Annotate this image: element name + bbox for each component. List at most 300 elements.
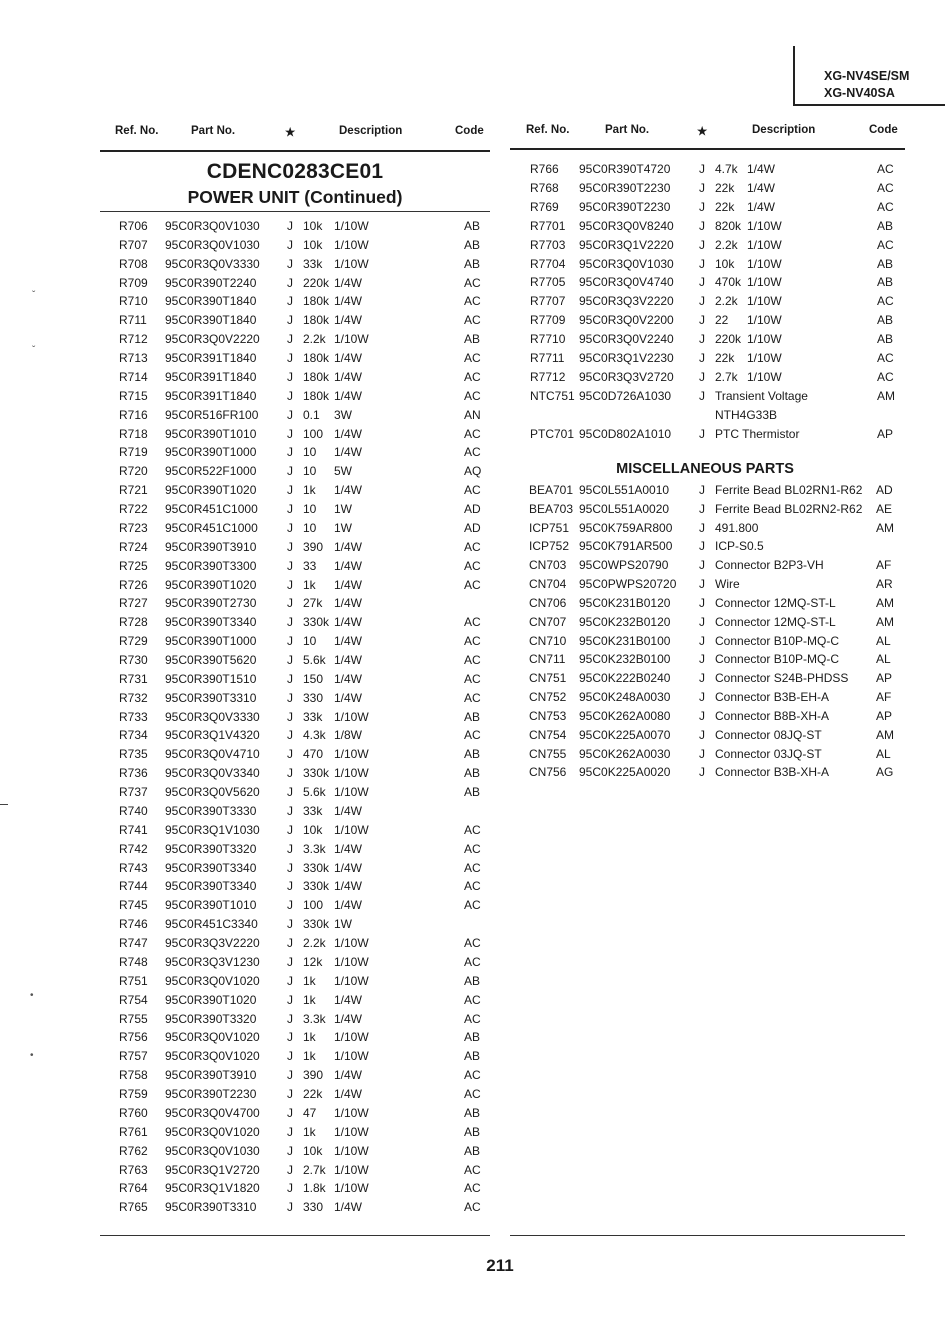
ref-no: R726 <box>119 577 148 592</box>
ref-no: CN704 <box>529 577 567 592</box>
code: AB <box>464 1049 481 1064</box>
code: AC <box>464 369 481 384</box>
code: AM <box>876 614 894 629</box>
star-mark: J <box>287 653 293 667</box>
ref-no: R725 <box>119 558 148 573</box>
ref-no: R732 <box>119 690 148 705</box>
page-number: 211 <box>486 1256 514 1275</box>
star-mark: J <box>287 539 293 554</box>
rating: 1/10W <box>334 219 369 233</box>
rating: 1/4W <box>334 539 363 554</box>
part-no: 95C0R451C3340 <box>165 917 258 932</box>
rating: 1/4W <box>334 596 363 611</box>
ref-no: CN755 <box>529 746 567 761</box>
ref-no: CN752 <box>529 690 567 705</box>
part-no: 95C0R3Q0V3330 <box>165 256 260 271</box>
rating: 1/10W <box>334 332 369 347</box>
rating: 1/4W <box>334 388 363 403</box>
part-no: 95C0K262A0080 <box>579 708 671 723</box>
code: AB <box>464 747 481 762</box>
value: 820k <box>715 218 742 233</box>
star-mark: J <box>699 671 705 686</box>
part-no: 95C0R390T3320 <box>165 1011 257 1026</box>
rating: 1W <box>334 917 352 932</box>
star-mark: J <box>287 596 293 611</box>
description: Connector 12MQ-ST-L <box>715 614 836 629</box>
right-header-code: Code <box>869 124 898 136</box>
ref-no: R722 <box>119 502 148 517</box>
part-no: 95C0R390T3340 <box>165 860 257 875</box>
code: AB <box>464 219 481 233</box>
rating: 1/10W <box>747 275 782 290</box>
ref-no: CN707 <box>529 614 567 629</box>
code: AB <box>464 237 481 252</box>
star-mark: J <box>699 746 705 761</box>
ref-no: R742 <box>119 841 148 856</box>
ref-no: NTC751 <box>530 388 575 403</box>
rating: 1/4W <box>334 577 363 592</box>
rating: 1/10W <box>747 369 782 384</box>
part-no: 95C0R3Q0V1030 <box>165 219 260 233</box>
part-no: 95C0R3Q3V2220 <box>579 294 674 309</box>
part-no: 95C0R3Q0V3330 <box>165 709 260 724</box>
ref-no: R721 <box>119 483 148 498</box>
part-no: 95C0K225A0020 <box>579 765 671 780</box>
star-mark: J <box>287 803 293 818</box>
value: 180k <box>303 369 330 384</box>
code: AC <box>464 954 481 969</box>
rating: 1/4W <box>334 351 363 366</box>
star-mark: J <box>287 1124 293 1139</box>
star-mark: J <box>699 483 705 497</box>
right-footer-rule <box>510 1235 905 1236</box>
ref-no: CN706 <box>529 595 567 610</box>
star-mark: J <box>287 898 293 913</box>
star-mark: J <box>287 728 293 743</box>
rating: 1/10W <box>747 351 782 365</box>
part-no: 95C0R390T1010 <box>165 898 257 913</box>
ref-no: R741 <box>119 822 148 837</box>
code: AC <box>877 237 894 252</box>
ref-no: BEA703 <box>529 501 574 516</box>
ref-no: R727 <box>119 596 148 611</box>
part-no: 95C0R391T1840 <box>165 351 257 366</box>
star-mark: J <box>699 708 705 723</box>
part-no: 95C0R3Q0V1030 <box>165 1143 260 1158</box>
part-no: 95C0R390T2230 <box>165 1087 257 1102</box>
ref-no: R758 <box>119 1068 148 1083</box>
value: 180k <box>303 351 330 366</box>
ref-no: R708 <box>119 256 148 271</box>
value: 1.8k <box>303 1181 326 1196</box>
description: ICP-S0.5 <box>715 539 764 554</box>
description: 491.800 <box>715 520 759 535</box>
part-no: 95C0R390T3330 <box>165 803 257 818</box>
rating: 1/10W <box>334 954 369 969</box>
code: AB <box>877 313 894 328</box>
code: AC <box>464 898 481 913</box>
part-no: 95C0R3Q0V5620 <box>165 785 260 800</box>
value: 1k <box>303 483 316 498</box>
star-mark: J <box>287 1011 293 1026</box>
code: AC <box>464 653 481 667</box>
value: PTC Thermistor <box>715 426 800 441</box>
ref-no: ICP751 <box>529 520 570 535</box>
value: 22k <box>715 199 735 214</box>
description: Ferrite Bead BL02RN2-R62 <box>715 501 863 516</box>
rating: 1/4W <box>334 1011 363 1026</box>
ref-no: R735 <box>119 747 148 762</box>
ref-no: CN703 <box>529 558 567 573</box>
star-mark: J <box>287 879 293 894</box>
code: AP <box>876 708 893 723</box>
star-mark: J <box>287 219 293 233</box>
code: AD <box>464 502 481 517</box>
ref-no: R716 <box>119 407 148 422</box>
part-no: 95C0R3Q0V8240 <box>579 218 674 233</box>
value: 390 <box>303 1068 324 1083</box>
part-no: 95C0R390T3320 <box>165 841 257 856</box>
part-no: 95C0K225A0070 <box>579 727 671 742</box>
value: NTH4G33B <box>715 407 778 422</box>
ref-no: R759 <box>119 1087 148 1102</box>
value: 390 <box>303 539 324 554</box>
ref-no: R763 <box>119 1162 148 1177</box>
value: 10k <box>715 256 735 271</box>
star-mark: J <box>699 501 705 516</box>
ref-no: R761 <box>119 1124 148 1139</box>
part-no: 95C0K231B0120 <box>579 595 671 610</box>
section-title-rule <box>100 211 490 212</box>
value: 5.6k <box>303 785 326 800</box>
code: AM <box>876 595 894 610</box>
code: AP <box>877 426 894 441</box>
rating: 1/4W <box>334 671 363 686</box>
star-mark: J <box>287 992 293 1007</box>
part-no: 95C0R390T2230 <box>579 199 671 214</box>
star-mark: J <box>699 180 705 195</box>
star-mark: J <box>699 633 705 648</box>
part-no: 95C0L551A0020 <box>579 501 670 516</box>
value: 1k <box>303 1124 316 1139</box>
code: AE <box>876 501 893 516</box>
rating: 1/4W <box>334 275 363 290</box>
part-no: 95C0R3Q3V2720 <box>579 369 674 384</box>
code: AC <box>464 634 481 649</box>
code: AC <box>464 445 481 460</box>
left-header-code: Code <box>455 125 484 137</box>
code: AC <box>464 275 481 290</box>
part-no: 95C0R390T3310 <box>165 690 257 705</box>
ref-no: R7703 <box>530 237 566 252</box>
code: AB <box>464 1030 481 1045</box>
value: 4.7k <box>715 162 738 176</box>
star-mark: J <box>699 595 705 610</box>
rating: 1/4W <box>334 634 363 649</box>
value: 330k <box>303 766 330 781</box>
star-mark: J <box>287 822 293 837</box>
part-no: 95C0R451C1000 <box>165 502 258 517</box>
code: AC <box>464 426 481 441</box>
rating: 1/10W <box>334 1049 369 1064</box>
star-mark: J <box>699 237 705 252</box>
star-mark: J <box>699 256 705 271</box>
star-mark: J <box>699 539 705 554</box>
ref-no: R7704 <box>530 256 566 271</box>
value: 220k <box>303 275 330 290</box>
part-no: 95C0R390T1010 <box>165 426 257 441</box>
description: Wire <box>715 577 740 592</box>
code: AB <box>464 709 481 724</box>
star-mark: J <box>287 577 293 592</box>
part-no: 95C0R3Q0V2200 <box>579 313 674 328</box>
ref-no: R754 <box>119 992 148 1007</box>
rating: 1/4W <box>334 841 363 856</box>
ref-no: R744 <box>119 879 148 894</box>
value: 22k <box>303 1087 323 1102</box>
ref-no: R715 <box>119 388 148 403</box>
part-no: 95C0R3Q1V1820 <box>165 1181 260 1196</box>
star-mark: J <box>287 275 293 290</box>
star-mark: J <box>699 275 705 290</box>
rating: 1/8W <box>334 728 363 743</box>
ref-no: R768 <box>530 180 559 195</box>
ref-no: R7711 <box>530 351 565 365</box>
star-mark: J <box>287 445 293 460</box>
star-mark: J <box>287 294 293 309</box>
code: AM <box>876 520 894 535</box>
part-no: 95C0L551A0010 <box>579 483 670 497</box>
ref-no: R706 <box>119 219 148 233</box>
code: AC <box>877 351 894 365</box>
rating: 1/10W <box>334 747 369 762</box>
rating: 1/10W <box>334 1181 369 1196</box>
part-no: 95C0R390T5620 <box>165 653 257 667</box>
ref-no: R730 <box>119 653 148 667</box>
ref-no: R743 <box>119 860 148 875</box>
code: AC <box>464 483 481 498</box>
star-mark: J <box>287 860 293 875</box>
rating: 1/10W <box>334 766 369 781</box>
ref-no: R765 <box>119 1200 148 1215</box>
star-mark: J <box>287 1030 293 1045</box>
star-mark: J <box>699 369 705 384</box>
value: 330k <box>303 860 330 875</box>
ref-no: R733 <box>119 709 148 724</box>
part-no: 95C0D802A1010 <box>579 426 672 441</box>
ref-no: R764 <box>119 1181 148 1196</box>
ref-no: R7709 <box>530 313 566 328</box>
code: AR <box>876 577 893 592</box>
part-no: 95C0R390T2730 <box>165 596 257 611</box>
value: 10k <box>303 219 323 233</box>
code: AC <box>464 615 481 630</box>
value: 1k <box>303 973 316 988</box>
part-no: 95C0R3Q0V1030 <box>579 256 674 271</box>
part-no: 95C0R390T1000 <box>165 445 257 460</box>
star-mark: J <box>699 577 705 592</box>
rating: 1/4W <box>334 992 363 1007</box>
code: AL <box>876 652 891 667</box>
value: 5.6k <box>303 653 326 667</box>
star-mark: J <box>287 407 293 422</box>
part-no: 95C0R390T4720 <box>579 162 671 176</box>
ref-no: R719 <box>119 445 148 460</box>
value: 33k <box>303 709 323 724</box>
part-no: 95C0R3Q1V2230 <box>579 351 674 365</box>
left-footer-rule <box>100 1235 490 1236</box>
star-mark: J <box>287 332 293 347</box>
part-no: 95C0K222B0240 <box>579 671 671 686</box>
ref-no: R748 <box>119 954 148 969</box>
part-no: 95C0R390T3340 <box>165 615 257 630</box>
star-mark: J <box>699 520 705 535</box>
rating: 1/4W <box>334 803 363 818</box>
rating: 1/4W <box>334 615 363 630</box>
ref-no: R728 <box>119 615 148 630</box>
left-header-description: Description <box>339 125 403 137</box>
code: AB <box>464 1124 481 1139</box>
part-no: 95C0K232B0100 <box>579 652 671 667</box>
ref-no: R746 <box>119 917 148 932</box>
scan-mark: ˇ <box>32 345 36 356</box>
value: 470k <box>715 275 742 290</box>
star-mark: J <box>287 237 293 252</box>
part-no: 95C0R3Q0V3340 <box>165 766 260 781</box>
part-no: 95C0R390T2230 <box>579 180 671 195</box>
code: AB <box>464 1105 481 1120</box>
code: AC <box>877 199 894 214</box>
code: AN <box>464 407 481 422</box>
code: AF <box>876 558 892 573</box>
rating: 1W <box>334 520 352 535</box>
scan-mark: • <box>30 990 34 1001</box>
ref-no: R756 <box>119 1030 148 1045</box>
part-no: 95C0R3Q0V1020 <box>165 1124 260 1139</box>
value: 2.2k <box>303 332 326 347</box>
value: 4.3k <box>303 728 326 743</box>
code: AB <box>464 256 481 271</box>
value: 1k <box>303 1030 316 1045</box>
model-number-primary: XG-NV4SE/SM <box>824 69 910 83</box>
part-no: 95C0K262A0030 <box>579 746 671 761</box>
ref-no: R7712 <box>530 369 566 384</box>
code: AB <box>877 275 894 290</box>
rating: 1/10W <box>747 237 782 252</box>
star-mark: J <box>287 502 293 517</box>
description: Connector 03JQ-ST <box>715 746 822 761</box>
section-code-title: CDENC0283CE01 <box>206 160 384 183</box>
star-mark: J <box>287 426 293 441</box>
code: AC <box>464 690 481 705</box>
star-mark: J <box>699 614 705 629</box>
part-no: 95C0K759AR800 <box>579 520 673 535</box>
rating: 1/4W <box>334 483 363 498</box>
rating: 3W <box>334 407 352 422</box>
value: 10 <box>303 502 317 517</box>
description: Connector B2P3-VH <box>715 558 824 573</box>
rating: 1/10W <box>747 256 782 271</box>
part-no: 95C0K248A0030 <box>579 690 671 705</box>
star-mark: J <box>287 1087 293 1102</box>
ref-no: R709 <box>119 275 148 290</box>
part-no: 95C0D726A1030 <box>579 388 672 403</box>
rating: 1/10W <box>334 237 369 252</box>
rating: 1/10W <box>334 822 369 837</box>
star-mark: J <box>287 1181 293 1196</box>
code: AB <box>464 785 481 800</box>
part-no: 95C0R3Q0V1030 <box>165 237 260 252</box>
star-mark: J <box>699 332 705 347</box>
rating: 1/4W <box>334 1068 363 1083</box>
ref-no: R745 <box>119 898 148 913</box>
star-mark: J <box>287 615 293 630</box>
value: 2.7k <box>715 369 738 384</box>
rating: 1/4W <box>334 294 363 309</box>
star-mark: J <box>699 727 705 742</box>
value: 47 <box>303 1105 317 1120</box>
ref-no: R760 <box>119 1105 148 1120</box>
ref-no: R7701 <box>530 218 566 233</box>
code: AB <box>464 973 481 988</box>
code: AQ <box>464 464 482 479</box>
value: 330k <box>303 615 330 630</box>
part-no: 95C0R3Q3V1230 <box>165 954 260 969</box>
value: 3.3k <box>303 1011 326 1026</box>
part-no: 95C0R3Q1V2720 <box>165 1162 260 1177</box>
star-mark: J <box>287 351 293 366</box>
part-no: 95C0R3Q0V4710 <box>165 747 260 762</box>
rating: 5W <box>334 464 352 479</box>
rating: 1/10W <box>334 1124 369 1139</box>
code: AC <box>464 936 481 951</box>
star-mark: J <box>699 558 705 573</box>
rating: 1/4W <box>334 1200 363 1215</box>
code: AP <box>876 671 893 686</box>
ref-no: CN753 <box>529 708 567 723</box>
scan-mark: • <box>30 1050 34 1061</box>
code: AF <box>876 690 892 705</box>
description: Connector S24B-PHDSS <box>715 671 849 686</box>
ref-no: R707 <box>119 237 148 252</box>
left-header-star: ★ <box>285 127 296 139</box>
code: AC <box>464 860 481 875</box>
description: Connector 12MQ-ST-L <box>715 595 836 610</box>
ref-no: R718 <box>119 426 148 441</box>
part-no: 95C0R3Q3V2220 <box>165 936 260 951</box>
code: AC <box>464 1200 481 1215</box>
part-no: 95C0R390T1020 <box>165 483 257 498</box>
rating: 1/4W <box>334 445 363 460</box>
star-mark: J <box>287 747 293 762</box>
code: AG <box>876 765 894 780</box>
right-header-star: ★ <box>697 126 708 138</box>
code: AL <box>876 746 891 761</box>
star-mark: J <box>287 388 293 403</box>
part-no: 95C0R3Q0V2240 <box>579 332 674 347</box>
rating: 1/10W <box>334 1143 369 1158</box>
star-mark: J <box>287 936 293 951</box>
description: Connector B3B-XH-A <box>715 765 830 780</box>
part-no: 95C0K231B0100 <box>579 633 671 648</box>
part-no: 95C0WPS20790 <box>579 558 669 573</box>
rating: 1/4W <box>334 1087 363 1102</box>
code: AB <box>877 332 894 347</box>
star-mark: J <box>287 464 293 479</box>
part-no: 95C0R3Q1V2220 <box>579 237 674 252</box>
star-mark: J <box>287 841 293 856</box>
code: AC <box>464 992 481 1007</box>
